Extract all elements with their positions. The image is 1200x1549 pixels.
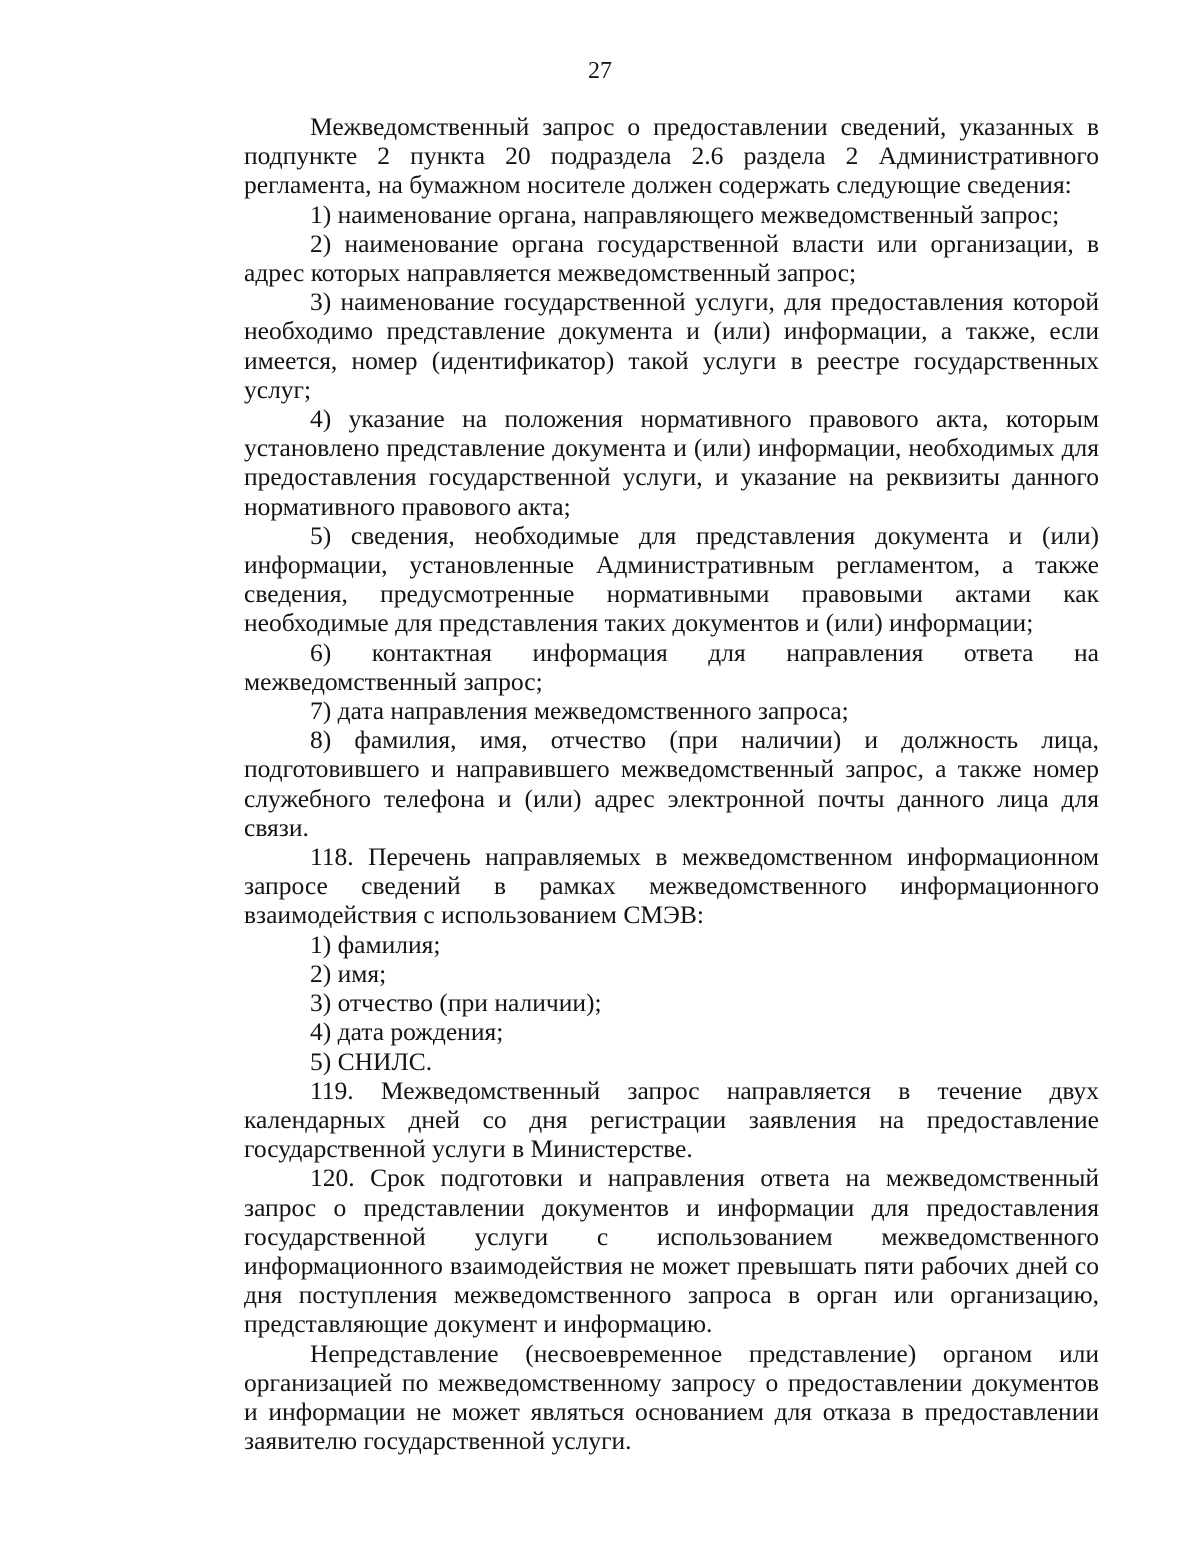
list-item-name: 2) имя; bbox=[310, 958, 387, 988]
paragraph-118: 118. Перечень направляемых в межведомственном информационном запросе сведений в рамках межведомственного информационного взаимодействия с использованием СМЭВ: bbox=[244, 842, 1099, 930]
list-item-8: 8) фамилия, имя, отчество (при наличии) и должность лица, подготовившего и направившего межведомственный запрос, а также номер служебного телефона и (или) адрес электронной почты данного лица для связи. bbox=[244, 725, 1099, 842]
list-item-3: 3) наименование государственной услуги, для предоставления которой необходимо представление документа и (или) информации, а также, если имеется, номер (идентификатор) такой услуги в реестре государственных услуг; bbox=[244, 287, 1099, 404]
list-item-birthdate: 4) дата рождения; bbox=[310, 1017, 504, 1047]
list-item-7: 7) дата направления межведомственного запроса; bbox=[310, 696, 849, 726]
list-item-patronymic: 3) отчество (при наличии); bbox=[310, 988, 602, 1018]
paragraph-final: Непредставление (несвоевременное представление) органом или организацией по межведомственному запросу о предоставлении документов и информации не может являться основанием для отказа в предоставлении заявителю государственной услуги. bbox=[244, 1338, 1099, 1456]
document-body bbox=[244, 112, 1099, 1455]
paragraph-119: 119. Межведомственный запрос направляется в течение двух календарных дней со дня регистрации заявления на предоставление государственной услуги в Министерстве. bbox=[244, 1075, 1099, 1164]
list-item-surname: 1) фамилия; bbox=[310, 929, 441, 959]
paragraph-intro: Межведомственный запрос о предоставлении сведений, указанных в подпункте 2 пункта 20 подраздела 2.6 раздела 2 Административного регламента, на бумажном носителе должен содержать следующие сведения: bbox=[244, 112, 1099, 200]
list-item-snils: 5) СНИЛС. bbox=[310, 1046, 433, 1076]
list-item-6: 6) контактная информация для направления ответа на межведомственный запрос; bbox=[244, 637, 1099, 696]
page-number: 27 bbox=[588, 58, 612, 84]
paragraph-120: 120. Срок подготовки и направления ответа на межведомственный запрос о представлении документов и информации для предоставления государственной услуги с использованием межведомственного информационного взаимодействия не может превышать пяти рабочих дней со дня поступления межведомственного запроса в орган или организацию, представляющие документ и информацию. bbox=[244, 1163, 1099, 1339]
list-item-5: 5) сведения, необходимые для представления документа и (или) информации, установленные Административным регламентом, а также сведения, предусмотренные нормативными правовыми актами как необходимые для представления таких документов и (или) информации; bbox=[244, 520, 1099, 638]
list-item-2: 2) наименование органа государственной власти или организации, в адрес которых направляется межведомственный запрос; bbox=[244, 228, 1099, 288]
list-item-4: 4) указание на положения нормативного правового акта, которым установлено представление документа и (или) информации, необходимых для предоставления государственной услуги, и указание на реквизиты данного нормативного правового акта; bbox=[244, 404, 1099, 521]
list-item-1: 1) наименование органа, направляющего межведомственный запрос; bbox=[310, 199, 1060, 229]
